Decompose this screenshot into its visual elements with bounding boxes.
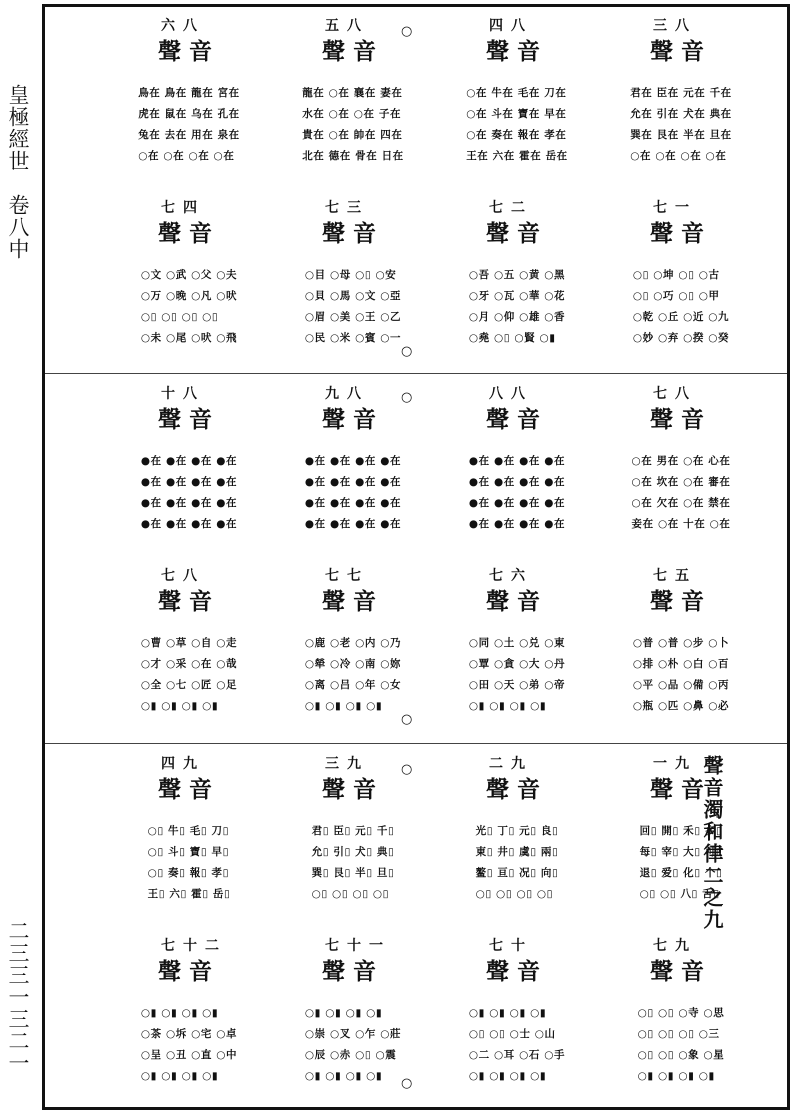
table-row: 允在 引在 犬在 典在: [630, 108, 732, 120]
table-heading: [141, 935, 237, 999]
table-heading: [141, 15, 237, 79]
table-row: ○覃 ○貪 ○大 ○丹: [468, 658, 566, 670]
table-title: 聲音: [158, 406, 220, 433]
table-rows: [466, 83, 568, 167]
table-row: ○妙 ○弃 ○揆 ○癸: [632, 332, 730, 344]
table-row: ○牙 ○瓦 ○華 ○花: [468, 290, 566, 302]
table-rows: [305, 633, 401, 717]
table-row: ○▯ ○巧 ○▯ ○甲: [632, 290, 720, 302]
table-row: ○万 ○晚 ○凡 ○吠: [140, 290, 238, 302]
table-title: 聲音: [322, 38, 384, 65]
table-title: 聲音: [650, 38, 712, 65]
table-row: ○普 ○普 ○步 ○卜: [632, 637, 730, 649]
table-rows: [632, 451, 731, 535]
table-row: ○目 ○母 ○▯ ○安: [304, 269, 397, 281]
table-row: 兔在 去在 用在 泉在: [138, 129, 240, 141]
table-row: ○崇 ○叉 ○乍 ○莊: [304, 1028, 402, 1040]
table-row: 鳌▯ 亘▯ 况▯ 向▯: [475, 867, 559, 879]
rhyme-table: [601, 565, 761, 730]
table-title: 聲音: [158, 220, 220, 247]
table-rows: [638, 1003, 725, 1087]
table-ordinal: 十八: [161, 386, 205, 402]
table-row: ○▮ ○▮ ○▮ ○▮: [140, 1007, 219, 1019]
table-heading: [469, 197, 565, 261]
table-row: 妾在 ○在 十在 ○在: [631, 518, 731, 530]
table-row: ●在 ●在 ●在 ●在: [304, 476, 402, 488]
table-row: ●在 ●在 ●在 ●在: [468, 497, 566, 509]
table-row: ○▯ ○坤 ○▯ ○古: [632, 269, 720, 281]
table-row: ●在 ●在 ●在 ●在: [468, 476, 566, 488]
table-row: ●在 ●在 ●在 ●在: [140, 455, 238, 467]
table-heading: [469, 565, 565, 629]
table-row: ○▯ ○▯ ○▯ ○▯: [311, 888, 389, 900]
table-row: 巽在 艮在 半在 旦在: [630, 129, 732, 141]
table-heading: [633, 383, 729, 447]
table-row: ○▯ ○▯ ○象 ○星: [637, 1049, 725, 1061]
sidebar-page-number: 二三三一三二一: [6, 920, 30, 1074]
table-ordinal: 七八: [161, 568, 205, 584]
table-row: ●在 ●在 ●在 ●在: [468, 455, 566, 467]
table-ordinal: 七十一: [325, 938, 391, 954]
circle-mark: ○: [401, 762, 413, 777]
table-ordinal: 九八: [325, 386, 369, 402]
table-title: 聲音: [650, 406, 712, 433]
table-row: ○民 ○米 ○賓 ○一: [304, 332, 402, 344]
table-ordinal: 七一: [653, 200, 697, 216]
table-title: 聲音: [486, 220, 548, 247]
table-row: 君在 臣在 元在 千在: [630, 87, 732, 99]
table-row: ○在 ○在 ○在 ○在: [630, 150, 727, 162]
table-rows: [469, 265, 565, 349]
table-row: ○▮ ○▮ ○▮ ○▮: [304, 700, 383, 712]
table-title: 聲音: [158, 38, 220, 65]
rhyme-table: [601, 935, 761, 1100]
table-row: ○▯ ○▯ ○寺 ○思: [637, 1007, 725, 1019]
table-row: 每▯ 宰▯ 大▯ 可▯: [639, 846, 723, 858]
table-title: 聲音: [486, 38, 548, 65]
table-row: ○才 ○采 ○在 ○哉: [140, 658, 238, 670]
rhyme-table: [109, 383, 269, 548]
table-row: 鳥在 鳥在 龍在 宮在: [138, 87, 240, 99]
table-row: 允▯ 引▯ 犬▯ 典▯: [311, 846, 395, 858]
table-title: 聲音: [158, 588, 220, 615]
table-rows: [141, 1003, 237, 1087]
table-heading: [633, 15, 729, 79]
table-heading: [141, 753, 237, 817]
table-row: ●在 ●在 ●在 ●在: [304, 455, 402, 467]
table-row: ○在 欠在 ○在 禁在: [631, 497, 731, 509]
table-title: 聲音: [486, 588, 548, 615]
table-row: ○▯ ○▯ ○士 ○山: [468, 1028, 556, 1040]
table-row: ○堯 ○▯ ○賢 ○▮: [468, 332, 556, 344]
rhyme-table: [109, 565, 269, 730]
rhyme-table: [601, 753, 761, 918]
table-row: ○犖 ○冷 ○南 ○妳: [304, 658, 402, 670]
table-row: ○月 ○仰 ○雄 ○香: [468, 311, 566, 323]
table-row: 巽▯ 艮▯ 半▯ 旦▯: [311, 867, 395, 879]
table-row: ○▯ ○▯ 八▯ 舌▯: [639, 888, 720, 900]
rhyme-table: [601, 383, 761, 548]
table-row: ○未 ○尾 ○吠 ○飛: [140, 332, 238, 344]
table-row: ○在 坎在 ○在 審在: [631, 476, 731, 488]
table-row: ○曹 ○草 ○自 ○走: [140, 637, 238, 649]
section-divider: [45, 743, 787, 744]
table-row: ○离 ○吕 ○年 ○女: [304, 679, 402, 691]
table-row: 退▯ 爱▯ 化▯ 个▯: [639, 867, 723, 879]
table-title: 聲音: [650, 220, 712, 247]
rhyme-table: [437, 935, 597, 1100]
table-row: ○同 ○土 ○兑 ○東: [468, 637, 566, 649]
table-row: ○▮ ○▮ ○▮ ○▮: [304, 1007, 383, 1019]
circle-mark: ○: [401, 1076, 413, 1091]
table-title: 聲音: [486, 958, 548, 985]
table-row: ○瓶 ○匹 ○鼻 ○必: [632, 700, 730, 712]
table-ordinal: 七三: [325, 200, 369, 216]
table-rows: [138, 83, 240, 167]
rhyme-table: [273, 383, 433, 548]
table-heading: [633, 753, 729, 817]
table-title: 聲音: [650, 776, 712, 803]
table-ordinal: 七六: [489, 568, 533, 584]
table-row: ○在 奏在 報在 孝在: [466, 129, 567, 141]
table-ordinal: 六八: [161, 18, 205, 34]
table-row: ○吾 ○五 ○黄 ○黑: [468, 269, 566, 281]
table-ordinal: 二九: [489, 756, 533, 772]
rhyme-table: [109, 753, 269, 918]
table-row: ○茶 ○坼 ○宅 ○卓: [140, 1028, 238, 1040]
table-heading: [469, 935, 565, 999]
table-title: 聲音: [322, 588, 384, 615]
table-heading: [469, 753, 565, 817]
table-ordinal: 七四: [161, 200, 205, 216]
rhyme-table: [273, 935, 433, 1100]
table-row: ○▯ 牛▯ 毛▯ 刀▯: [147, 825, 229, 837]
table-heading: [141, 383, 237, 447]
table-row: ○在 ○在 ○在 ○在: [138, 150, 235, 162]
table-row: ○全 ○七 ○匠 ○足: [140, 679, 238, 691]
rhyme-table: [601, 15, 761, 180]
table-title: 聲音: [486, 776, 548, 803]
table-title: 聲音: [486, 406, 548, 433]
table-title: 聲音: [158, 958, 220, 985]
table-row: 貴在 ○在 帥在 四在: [302, 129, 403, 141]
table-row: ○眉 ○美 ○王 ○乙: [304, 311, 402, 323]
table-ordinal: 七十: [489, 938, 533, 954]
table-rows: [305, 265, 401, 349]
table-ordinal: 七十二: [161, 938, 227, 954]
table-heading: [141, 197, 237, 261]
table-rows: [305, 1003, 401, 1087]
table-row: ○田 ○天 ○弟 ○帝: [468, 679, 566, 691]
table-ordinal: 一九: [653, 756, 697, 772]
rhyme-table: [601, 197, 761, 362]
table-rows: [302, 83, 404, 167]
table-row: ○鹿 ○老 ○内 ○乃: [304, 637, 402, 649]
rhyme-table: [273, 565, 433, 730]
rhyme-table: [273, 753, 433, 918]
table-heading: [469, 15, 565, 79]
table-heading: [633, 197, 729, 261]
table-heading: [305, 15, 401, 79]
table-row: ○辰 ○赤 ○▯ ○震: [304, 1049, 397, 1061]
table-row: ●在 ●在 ●在 ●在: [304, 518, 402, 530]
rhyme-table: [437, 197, 597, 362]
table-row: 虎在 鼠在 乌在 孔在: [138, 108, 240, 120]
table-row: ○在 斗在 寶在 早在: [466, 108, 567, 120]
table-ordinal: 三九: [325, 756, 369, 772]
table-row: ●在 ●在 ●在 ●在: [140, 497, 238, 509]
table-title: 聲音: [322, 776, 384, 803]
table-row: 回▯ 開▯ 禾▯ 多▯: [639, 825, 723, 837]
table-row: 君▯ 臣▯ 元▯ 千▯: [311, 825, 395, 837]
table-row: ○▮ ○▮ ○▮ ○▮: [468, 1070, 547, 1082]
table-row: 光▯ 丁▯ 元▯ 良▯: [475, 825, 559, 837]
table-heading: [305, 565, 401, 629]
table-row: ○▮ ○▮ ○▮ ○▮: [140, 1070, 219, 1082]
table-row: ●在 ●在 ●在 ●在: [304, 497, 402, 509]
table-heading: [305, 753, 401, 817]
page-title: 聲音濁和律二之九: [700, 755, 724, 931]
table-heading: [141, 565, 237, 629]
circle-mark: ○: [401, 344, 413, 359]
table-title: 聲音: [158, 776, 220, 803]
circle-mark: ○: [401, 712, 413, 727]
table-rows: [305, 451, 401, 535]
table-row: ○平 ○品 ○備 ○丙: [632, 679, 730, 691]
table-heading: [633, 935, 729, 999]
table-title: 聲音: [650, 588, 712, 615]
table-row: ○▮ ○▮ ○▮ ○▮: [468, 1007, 547, 1019]
table-rows: [476, 821, 559, 905]
table-row: 水在 ○在 ○在 子在: [302, 108, 402, 120]
table-ordinal: 五八: [325, 18, 369, 34]
table-title: 聲音: [322, 406, 384, 433]
table-ordinal: 七九: [653, 938, 697, 954]
table-rows: [633, 265, 729, 349]
table-row: ○二 ○耳 ○石 ○手: [468, 1049, 566, 1061]
table-rows: [141, 265, 237, 349]
table-ordinal: 四八: [489, 18, 533, 34]
table-heading: [305, 383, 401, 447]
table-rows: [141, 633, 237, 717]
table-row: 王▯ 六▯ 霍▯ 岳▯: [147, 888, 231, 900]
table-rows: [640, 821, 723, 905]
table-ordinal: 三八: [653, 18, 697, 34]
table-row: ○貝 ○馬 ○文 ○亞: [304, 290, 402, 302]
table-rows: [469, 633, 565, 717]
table-rows: [312, 821, 395, 905]
rhyme-table: [437, 753, 597, 918]
table-row: ○▮ ○▮ ○▮ ○▮: [140, 700, 219, 712]
table-row: ○▯ ○▯ ○▯ ○▯: [475, 888, 553, 900]
table-title: 聲音: [650, 958, 712, 985]
table-row: ○排 ○朴 ○白 ○百: [632, 658, 730, 670]
rhyme-table: [437, 15, 597, 180]
table-row: ○在 男在 ○在 心在: [631, 455, 731, 467]
rhyme-table: [109, 935, 269, 1100]
table-rows: [148, 821, 231, 905]
table-rows: [469, 451, 565, 535]
page-frame: [42, 4, 790, 1110]
table-ordinal: 四九: [161, 756, 205, 772]
table-rows: [469, 1003, 565, 1087]
table-heading: [305, 935, 401, 999]
table-rows: [633, 633, 729, 717]
circle-mark: ○: [401, 390, 413, 405]
table-row: ○▮ ○▮ ○▮ ○▮: [468, 700, 547, 712]
table-heading: [633, 565, 729, 629]
table-row: ○乾 ○丘 ○近 ○九: [632, 311, 730, 323]
table-row: ○▯ 奏▯ 報▯ 孝▯: [147, 867, 229, 879]
table-row: ○呈 ○丑 ○直 ○中: [140, 1049, 238, 1061]
table-ordinal: 七二: [489, 200, 533, 216]
table-heading: [469, 383, 565, 447]
table-row: ○▯ 斗▯ 寶▯ 早▯: [147, 846, 229, 858]
circle-mark: ○: [401, 24, 413, 39]
table-row: ○文 ○武 ○父 ○夫: [140, 269, 238, 281]
rhyme-table: [437, 565, 597, 730]
table-row: ●在 ●在 ●在 ●在: [468, 518, 566, 530]
section-divider: [45, 373, 787, 374]
table-row: 北在 德在 骨在 日在: [302, 150, 404, 162]
table-row: ○在 牛在 毛在 刀在: [466, 87, 567, 99]
table-row: ○▮ ○▮ ○▮ ○▮: [637, 1070, 715, 1082]
table-row: ○▯ ○▯ ○▯ ○▯: [140, 311, 219, 323]
table-row: ●在 ●在 ●在 ●在: [140, 518, 238, 530]
table-ordinal: 八八: [489, 386, 533, 402]
rhyme-table: [273, 15, 433, 180]
table-row: ●在 ●在 ●在 ●在: [140, 476, 238, 488]
table-row: 龍在 ○在 襄在 妻在: [302, 87, 403, 99]
table-row: 東▯ 井▯ 虞▯ 兩▯: [475, 846, 559, 858]
table-ordinal: 七八: [653, 386, 697, 402]
table-ordinal: 七五: [653, 568, 697, 584]
table-rows: [141, 451, 237, 535]
table-row: ○▯ ○▯ ○▯ ○三: [637, 1028, 720, 1040]
rhyme-table: [273, 197, 433, 362]
table-ordinal: 七七: [325, 568, 369, 584]
table-title: 聲音: [322, 958, 384, 985]
rhyme-table: [437, 383, 597, 548]
sidebar-book-title: 皇極經世 卷八中: [6, 84, 30, 260]
rhyme-table: [109, 15, 269, 180]
table-heading: [305, 197, 401, 261]
table-title: 聲音: [322, 220, 384, 247]
table-row: 王在 六在 霍在 岳在: [466, 150, 568, 162]
table-rows: [630, 83, 732, 167]
table-row: ○▮ ○▮ ○▮ ○▮: [304, 1070, 383, 1082]
rhyme-table: [109, 197, 269, 362]
